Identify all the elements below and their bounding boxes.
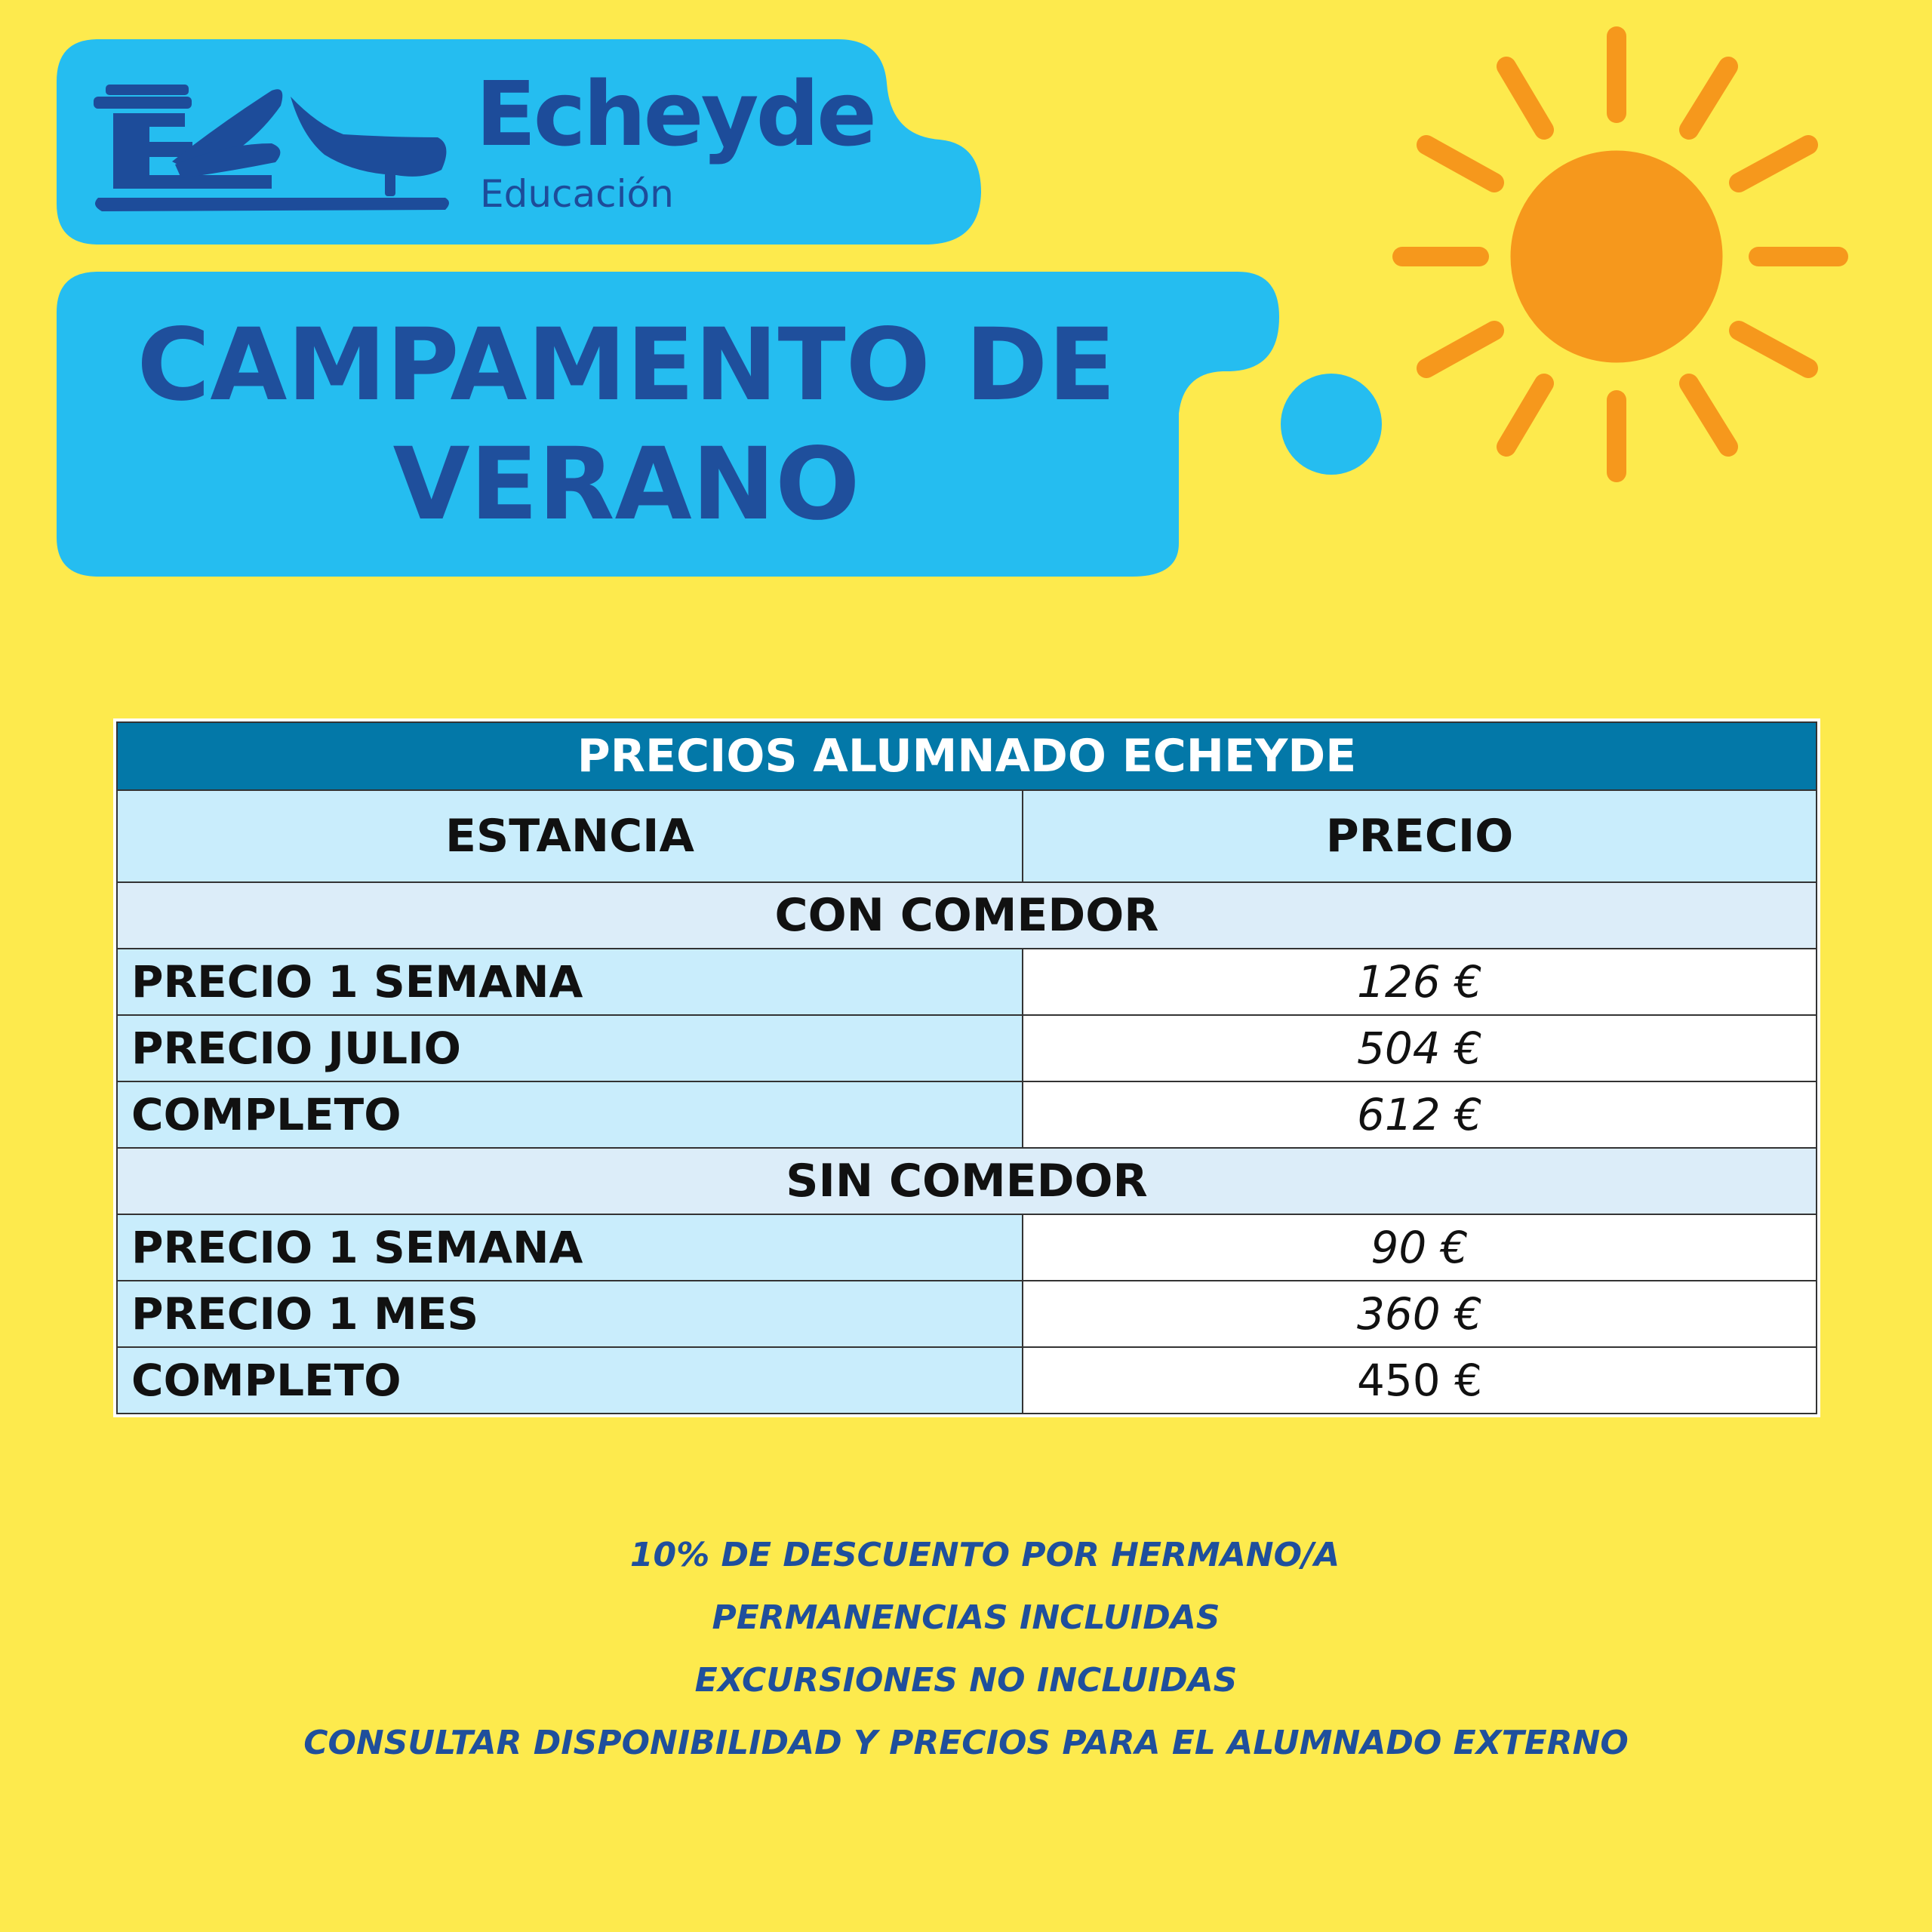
row-price: 90 €: [1023, 1214, 1817, 1281]
row-price: 612 €: [1023, 1081, 1817, 1148]
note-excursiones: EXCURSIONES NO INCLUIDAS: [694, 1661, 1238, 1700]
title-line-2: VERANO: [392, 426, 860, 543]
blue-dot: [1281, 374, 1382, 475]
note-permanencias: PERMANENCIAS INCLUIDAS: [712, 1598, 1220, 1637]
row-label: PRECIO 1 SEMANA: [117, 1214, 1023, 1281]
column-header-estancia: ESTANCIA: [117, 790, 1023, 882]
page-title: [75, 306, 1177, 544]
section-sin-comedor: SIN COMEDOR: [117, 1148, 1817, 1214]
row-label: COMPLETO: [117, 1347, 1023, 1414]
section-row: [117, 1148, 1817, 1214]
row-label: PRECIO JULIO: [117, 1015, 1023, 1081]
table-title: PRECIOS ALUMNADO ECHEYDE: [117, 722, 1817, 790]
table-row: [117, 1015, 1817, 1081]
section-row: [117, 882, 1817, 949]
notes: [0, 1529, 1932, 1780]
row-label: COMPLETO: [117, 1081, 1023, 1148]
brand-subtitle: Educación: [480, 172, 674, 216]
note-external: CONSULTAR DISPONIBILIDAD Y PRECIOS PARA EL ALUMNADO EXTERNO: [303, 1724, 1629, 1762]
table-row: [117, 1214, 1817, 1281]
row-price: 360 €: [1023, 1281, 1817, 1347]
sun-icon: [1402, 36, 1838, 472]
table-row: [117, 1281, 1817, 1347]
table-row: [117, 1347, 1817, 1414]
table-row: [117, 1081, 1817, 1148]
price-table-container: [113, 718, 1820, 1417]
price-table: [116, 721, 1817, 1414]
row-label: PRECIO 1 SEMANA: [117, 949, 1023, 1015]
section-con-comedor: CON COMEDOR: [117, 882, 1817, 949]
title-line-1: CAMPAMENTO DE: [137, 307, 1116, 423]
row-label: PRECIO 1 MES: [117, 1281, 1023, 1347]
column-header-row: [117, 790, 1817, 882]
note-discount: 10% DE DESCUENTO POR HERMANO/A: [629, 1536, 1340, 1574]
row-price: 504 €: [1023, 1015, 1817, 1081]
brand-name: Echeyde: [475, 62, 875, 166]
table-title-row: [117, 722, 1817, 790]
row-price: 450 €: [1023, 1347, 1817, 1414]
column-header-precio: PRECIO: [1023, 790, 1817, 882]
table-row: [117, 949, 1817, 1015]
row-price: 126 €: [1023, 949, 1817, 1015]
